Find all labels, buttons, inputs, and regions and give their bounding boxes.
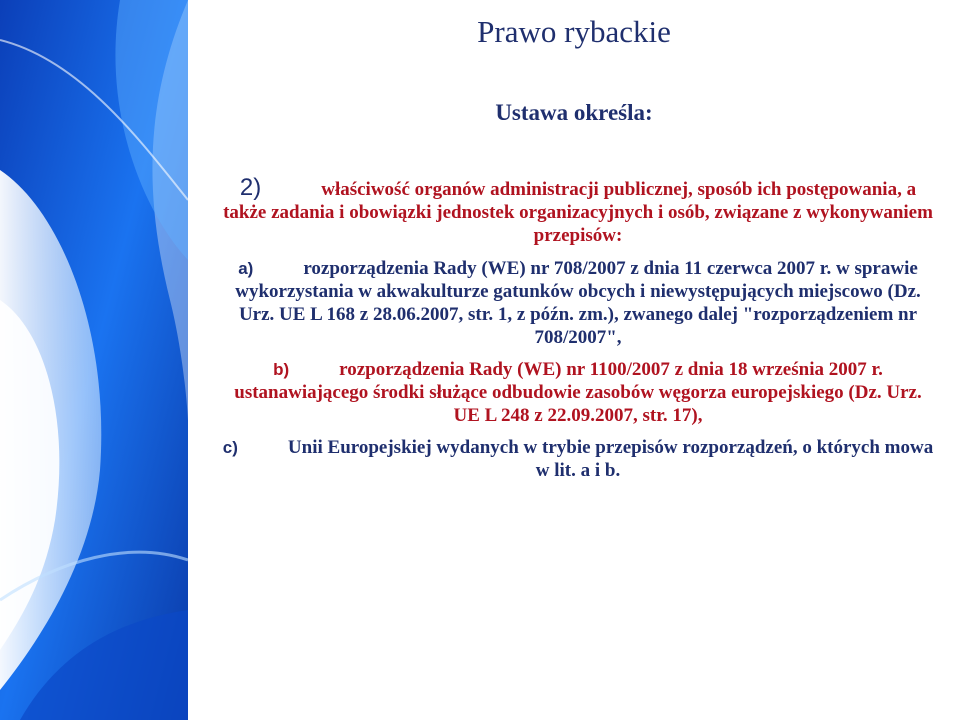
item-c-letter: c)	[222, 438, 238, 457]
point-text: właściwość organów administracji publicznej, sposób ich postępowania, a także zadania i obowiązki jednostek organizacyjnych i osób, związane z wykonywaniem przepisów:	[223, 179, 933, 246]
point-2	[222, 176, 934, 247]
item-c-text: Unii Europejskiej wydanych w trybie przepisów rozporządzeń, o których mowa w lit. a i b.	[287, 437, 934, 481]
decorative-side-image	[0, 0, 188, 720]
slide-body	[222, 176, 934, 482]
item-a-text: rozporządzenia Rady (WE) nr 708/2007 z dnia 11 czerwca 2007 r. w sprawie wykorzystania w akwakulturze gatunków obcych i niewystępujących miejscowo (Dz. Urz. UE L 168 z 28.06.2007, str. 1, z późn. zm.), zwanego dalej "rozporządzeniem nr 708/2007",	[235, 258, 921, 348]
item-a-letter: a)	[238, 259, 254, 278]
slide-title: Prawo rybackie	[477, 14, 671, 49]
slide-subtitle: Ustawa określa:	[495, 100, 653, 125]
item-b	[222, 358, 934, 427]
item-b-text: rozporządzenia Rady (WE) nr 1100/2007 z dnia 18 września 2007 r. ustanawiającego środki służące odbudowie zasobów węgorza europejskiego (Dz. Urz. UE L 248 z 22.09.2007, str. 17),	[234, 359, 922, 426]
slide-content	[188, 0, 960, 720]
blue-swirl-graphic	[0, 0, 188, 720]
item-c	[222, 436, 934, 482]
item-a	[222, 257, 934, 349]
item-b-letter: b)	[273, 360, 290, 379]
point-number: 2)	[239, 174, 262, 201]
